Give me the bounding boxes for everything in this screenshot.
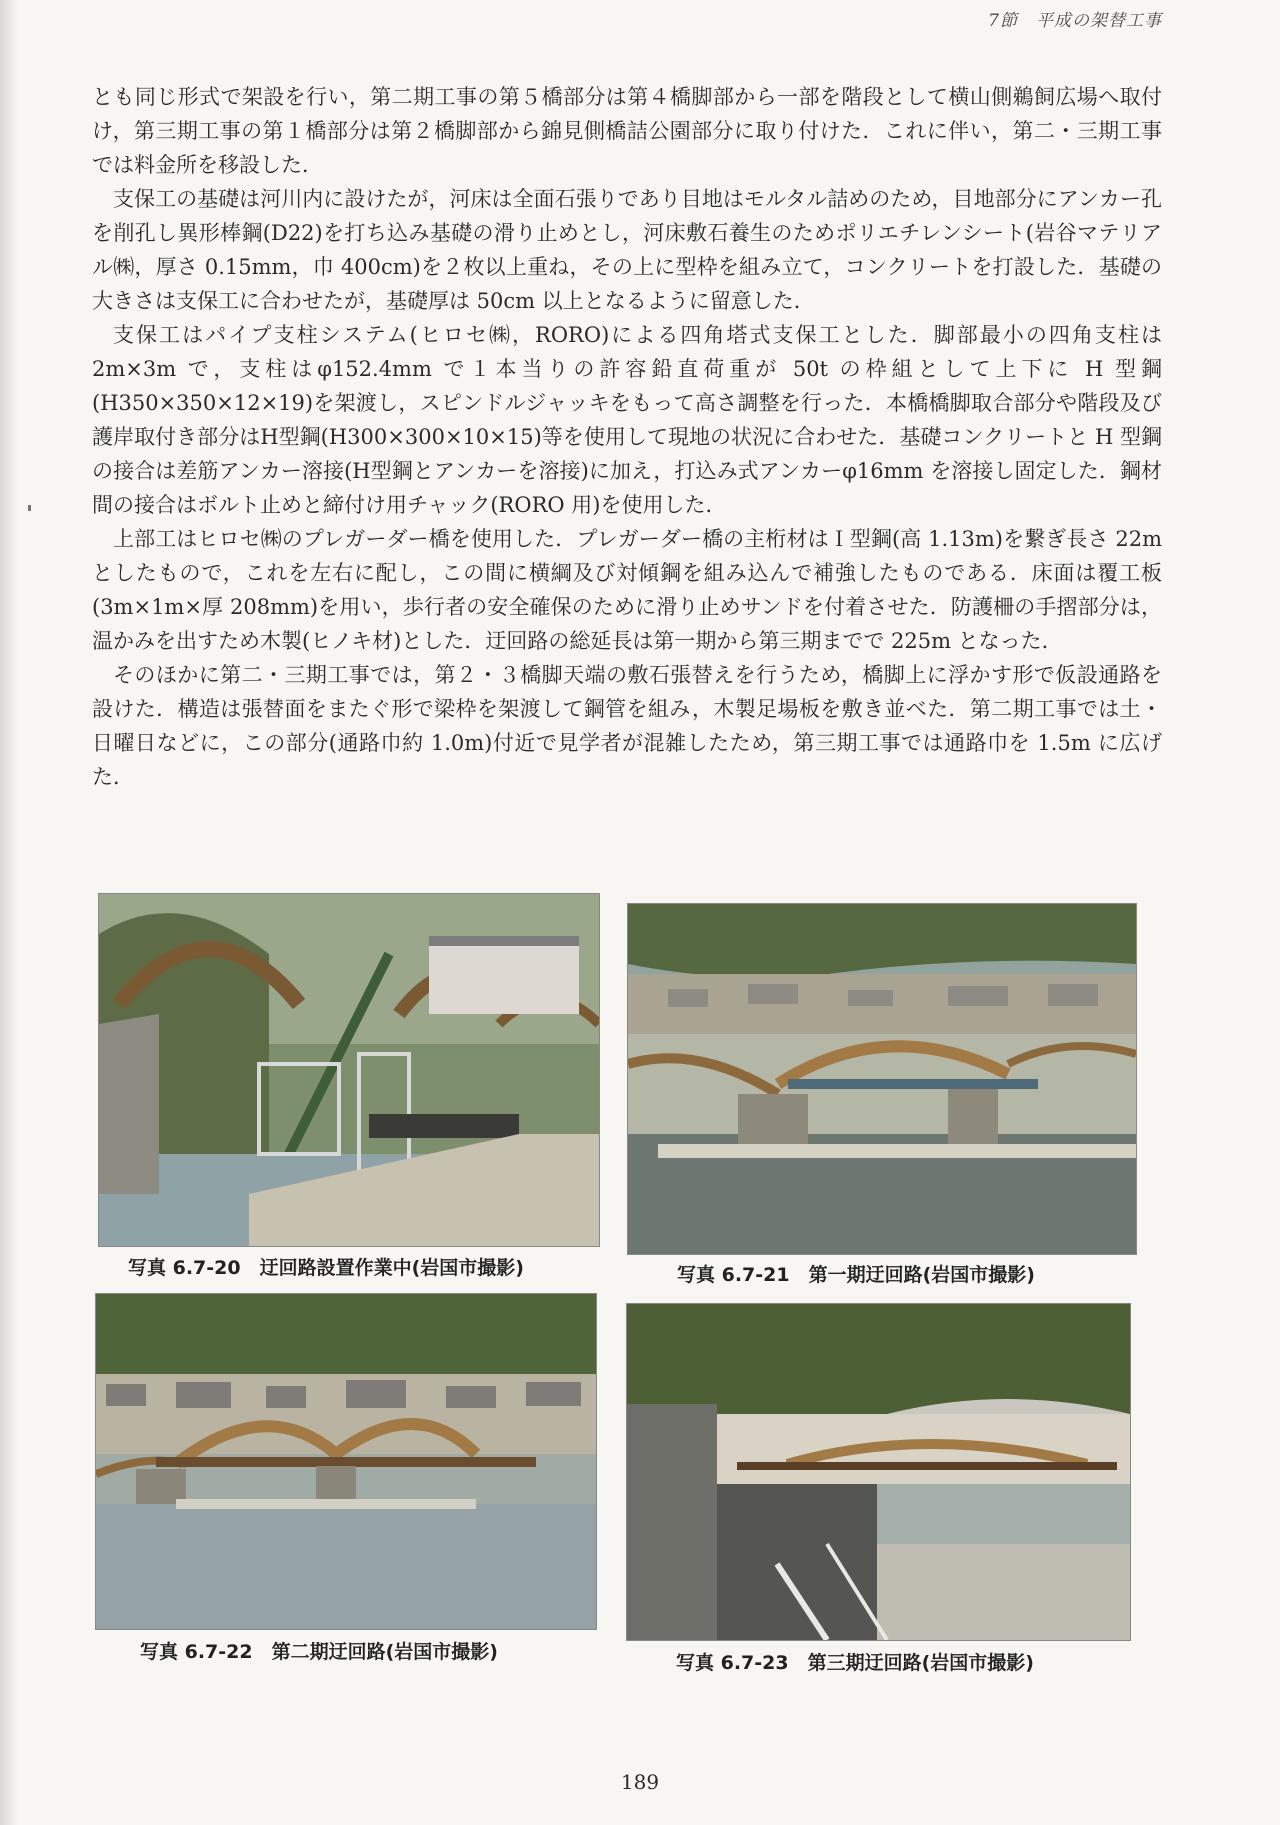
running-header: 7節 平成の架替工事 [988,11,1162,31]
paragraph-2: 支保工の基礎は河川内に設けたが，河床は全面石張りであり目地はモルタル詰めのため，目地部分にアンカー孔を削孔し異形棒鋼(D22)を打ち込み基礎の滑り止めとし，河床敷石養生のためポリエチレンシート(岩谷マテリアル㈱，厚さ 0.15mm，巾 400cm)を２枚以上重ね，その上に型枠を組み立て，コンクリートを打設した．基礎の大きさは支保工に合わせたが，基礎厚は 50cm 以上となるように留意した． [92,187,1162,313]
page-number: 189 [620,1770,660,1794]
photo-caption-6-7-22: 写真 6.7-22 第二期迂回路(岩国市撮影) [140,1641,498,1663]
page-binding-shadow [0,0,18,1825]
photo-caption-6-7-23: 写真 6.7-23 第三期迂回路(岩国市撮影) [676,1652,1034,1674]
photo-second-detour [95,1293,597,1630]
photo-third-detour [626,1303,1131,1641]
paragraph-4: 上部工はヒロセ㈱のプレガーダー橋を使用した．プレガーダー橋の主桁材はＩ型鋼(高 1.13m)を繋ぎ長さ 22m としたもので，これを左右に配し，この間に横綱及び対傾鋼を組み込んで補強したものである．床面は覆工板(3m×1m×厚 208mm)を用い，歩行者の安全確保のために滑り止めサンドを付着させた．防護柵の手摺部分は，温かみを出すため木製(ヒノキ材)とした．迂回路の総延長は第一期から第三期までで 225m となった． [92,527,1162,653]
paragraph-5: そのほかに第二・三期工事では，第２・３橋脚天端の敷石張替えを行うため，橋脚上に浮かす形で仮設通路を設けた．構造は張替面をまたぐ形で梁枠を架渡して鋼管を組み，木製足場板を敷き並べた．第二期工事では土・日曜日などに，この部分(通路巾約 1.0m)付近で見学者が混雑したため，第三期工事では通路巾を 1.5m に広げた． [92,663,1162,789]
photo-caption-6-7-20: 写真 6.7-20 迂回路設置作業中(岩国市撮影) [128,1257,524,1279]
paragraph-1: とも同じ形式で架設を行い，第二期工事の第５橋部分は第４橋脚部から一部を階段として横山側鵜飼広場へ取付け，第三期工事の第１橋部分は第２橋脚部から錦見側橋詰公園部分に取り付けた．これに伴い，第二・三期工事では料金所を移設した． [92,85,1162,177]
photo-first-detour [627,903,1137,1255]
body-text [92,80,1162,794]
photo-detour-construction [98,893,600,1247]
scan-smudge [28,505,31,511]
paragraph-3: 支保工はパイプ支柱システム(ヒロセ㈱，RORO)による四角塔式支保工とした．脚部最小の四角支柱は 2m×3m で，支柱はφ152.4mm で１本当りの許容鉛直荷重が 50t の枠組として上下に H 型鋼(H350×350×12×19)を架渡し，スピンドルジャッキをもって高さ調整を行った．本橋橋脚取合部分や階段及び護岸取付き部分はH型鋼(H300×300×10×15)等を使用して現地の状況に合わせた．基礎コンクリートと H 型鋼の接合は差筋アンカー溶接(H型鋼とアンカーを溶接)に加え，打込み式アンカーφ16mm を溶接し固定した．鋼材間の接合はボルト止めと締付け用チャック(RORO 用)を使用した． [92,323,1162,517]
photo-caption-6-7-21: 写真 6.7-21 第一期迂回路(岩国市撮影) [677,1264,1035,1286]
